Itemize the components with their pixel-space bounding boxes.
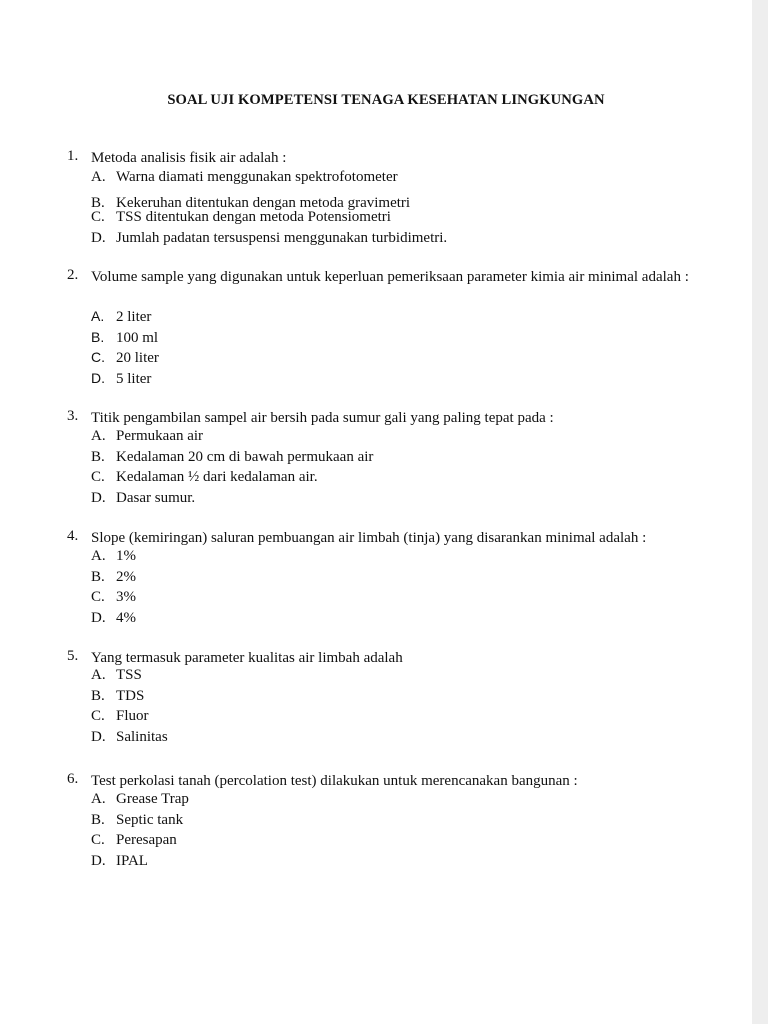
option-text: Salinitas [116, 729, 168, 745]
option-letter: A. [91, 548, 106, 564]
option-text: Kekeruhan ditentukan dengan metoda gravimetri [116, 195, 411, 211]
option-text: 5 liter [116, 371, 152, 387]
option-text: Grease Trap [116, 791, 189, 807]
option-a [91, 667, 142, 684]
option-text: Kedalaman ½ dari kedalaman air. [116, 469, 318, 485]
question-number: 3. [67, 408, 79, 424]
question-number: 2. [67, 267, 79, 283]
option-letter: B. [91, 329, 105, 345]
question-number: 4. [67, 528, 79, 544]
option-a [91, 548, 136, 565]
option-c [91, 832, 177, 849]
option-text: 2 liter [116, 309, 152, 325]
option-letter: D. [91, 729, 106, 745]
option-b [91, 812, 183, 829]
option-text: 2% [116, 569, 136, 585]
option-text: Peresapan [116, 832, 177, 848]
option-b [91, 569, 136, 586]
option-text: 1% [116, 548, 136, 564]
option-a [91, 308, 151, 326]
option-letter: C. [91, 832, 105, 848]
option-c [91, 209, 391, 226]
option-letter: C. [91, 209, 105, 225]
option-d [91, 729, 168, 746]
question-text: Test perkolasi tanah (percolation test) dilakukan untuk merencanakan bangunan : [91, 773, 578, 789]
option-letter: A. [91, 169, 106, 185]
option-letter: D. [91, 610, 106, 626]
option-c [91, 589, 136, 606]
option-letter: B. [91, 812, 105, 828]
option-letter: A. [91, 791, 106, 807]
option-text: 20 liter [116, 350, 159, 366]
option-letter: A. [91, 667, 106, 683]
option-text: Permukaan air [116, 428, 204, 444]
option-letter: D. [91, 230, 106, 246]
option-b [91, 688, 144, 705]
option-letter: B. [91, 449, 105, 465]
option-text: TDS [116, 688, 145, 704]
option-letter: B. [91, 688, 105, 704]
option-text: Fluor [116, 708, 149, 724]
option-text: Dasar sumur. [116, 490, 196, 506]
option-a [91, 169, 398, 186]
question-number: 5. [67, 648, 79, 664]
question-text: Metoda analisis fisik air adalah : [91, 150, 287, 166]
option-d [91, 230, 447, 247]
option-text: 4% [116, 610, 136, 626]
option-b [91, 329, 158, 347]
option-letter: D. [91, 370, 105, 386]
option-letter: B. [91, 569, 105, 585]
option-text: 3% [116, 589, 136, 605]
option-d [91, 370, 151, 388]
option-letter: A. [91, 308, 105, 324]
option-letter: B. [91, 195, 105, 211]
question-text: Slope (kemiringan) saluran pembuangan air limbah (tinja) yang disarankan minimal adalah : [91, 530, 647, 546]
question-number: 1. [67, 148, 79, 164]
option-d [91, 610, 136, 627]
option-letter: D. [91, 853, 106, 869]
option-text: TSS [116, 667, 142, 683]
option-letter: C. [91, 349, 105, 365]
option-c [91, 349, 159, 367]
option-letter: A. [91, 428, 106, 444]
option-text: IPAL [116, 853, 148, 869]
option-letter: C. [91, 708, 105, 724]
option-text: Jumlah padatan tersuspensi menggunakan turbidimetri. [116, 230, 448, 246]
option-d [91, 853, 148, 870]
question-text: Volume sample yang digunakan untuk keperluan pemeriksaan parameter kimia air minimal adalah : [91, 269, 689, 285]
option-text: 100 ml [116, 330, 159, 346]
option-letter: C. [91, 589, 105, 605]
page-title: SOAL UJI KOMPETENSI TENAGA KESEHATAN LINGKUNGAN [167, 92, 605, 108]
option-text: Septic tank [116, 812, 184, 828]
viewer-margin [752, 0, 768, 1024]
question-text: Titik pengambilan sampel air bersih pada sumur gali yang paling tepat pada : [91, 410, 554, 426]
option-a [91, 791, 189, 808]
option-d [91, 490, 195, 507]
option-c [91, 469, 318, 486]
option-letter: C. [91, 469, 105, 485]
question-text: Yang termasuk parameter kualitas air limbah adalah [91, 650, 403, 666]
option-c [91, 708, 149, 725]
option-letter: D. [91, 490, 106, 506]
option-text: Kedalaman 20 cm di bawah permukaan air [116, 449, 374, 465]
option-b [91, 449, 373, 466]
option-a [91, 428, 203, 445]
question-number: 6. [67, 771, 79, 787]
option-text: TSS ditentukan dengan metoda Potensiometri [116, 209, 391, 225]
option-text: Warna diamati menggunakan spektrofotometer [116, 169, 398, 185]
